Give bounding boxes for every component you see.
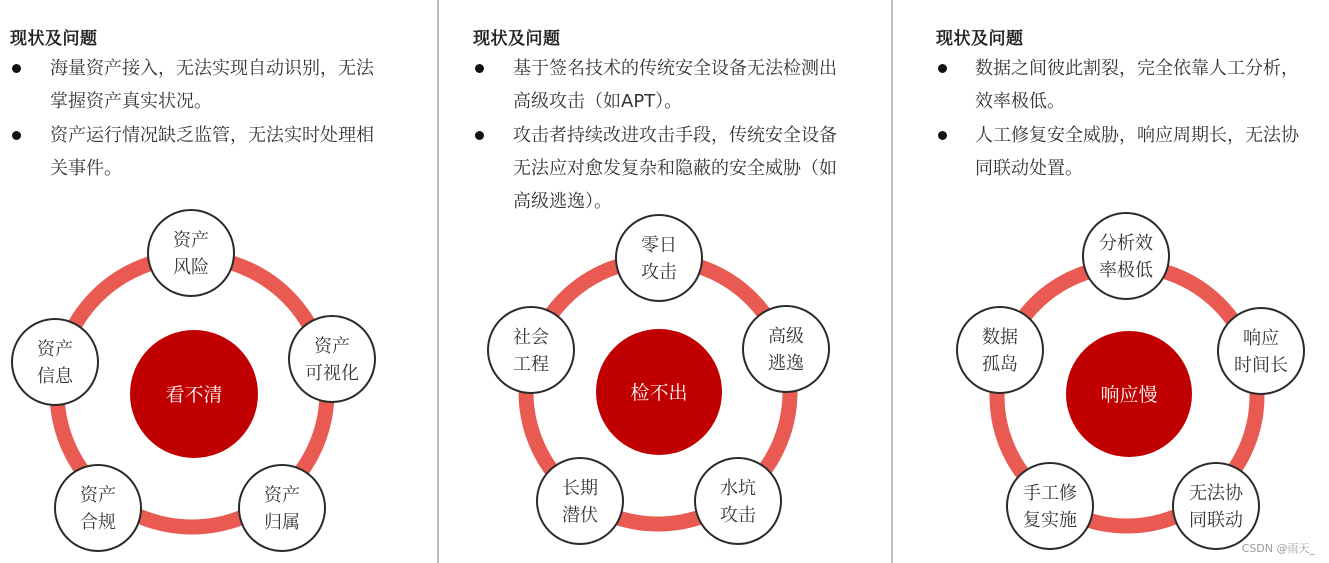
cycle-diagram: [893, 0, 1329, 563]
node-social-engineering: [488, 307, 574, 393]
node-asset-risk: [148, 210, 234, 296]
node-label: 攻击: [641, 262, 677, 283]
node-manual-repair: [1007, 463, 1093, 549]
node-watering-hole: [695, 458, 781, 544]
node-asset-compliance: [55, 465, 141, 551]
node-label: 攻击: [720, 505, 756, 526]
node-label: 资产: [173, 230, 209, 251]
node-long-term-lurking: [537, 458, 623, 544]
panel-visibility: [0, 0, 443, 563]
node-data-silo: [957, 307, 1043, 393]
node-label: 潜伏: [562, 505, 598, 526]
center-circle: [130, 330, 258, 458]
node-label: 信息: [37, 366, 73, 387]
node-asset-ownership: [239, 465, 325, 551]
center-label: 看不清: [165, 384, 223, 406]
node-label: 资产: [264, 485, 300, 506]
node-label: 响应: [1243, 328, 1279, 349]
center-circle: [596, 329, 722, 455]
node-label: 高级: [768, 326, 804, 347]
node-label: 风险: [173, 257, 209, 278]
node-label: 合规: [80, 512, 116, 533]
bullet-line: 高级攻击（如APT）。: [513, 91, 683, 112]
node-label: 长期: [562, 478, 598, 499]
node-label: 社会: [513, 327, 549, 348]
node-label: 资产: [37, 339, 73, 360]
node-label: 逃逸: [768, 353, 804, 374]
bullet-line: 数据之间彼此割裂，完全依靠人工分析，: [975, 58, 1299, 79]
node-label: 同联动: [1189, 510, 1243, 531]
node-label: 归属: [264, 512, 300, 533]
node-label: 手工修: [1023, 483, 1077, 504]
node-label: 分析效: [1099, 233, 1153, 254]
cycle-diagram: [443, 0, 886, 563]
node-label: 率极低: [1099, 260, 1153, 281]
bullet-line: 基于签名技术的传统安全设备无法检测出: [513, 58, 837, 79]
node-label: 数据: [982, 327, 1018, 348]
node-label: 可视化: [305, 363, 359, 384]
cycle-diagram: [0, 0, 443, 563]
bullet-line: 同联动处置。: [975, 158, 1083, 179]
node-label: 资产: [314, 336, 350, 357]
bullet-line: 人工修复安全威胁，响应周期长，无法协: [975, 125, 1299, 146]
watermark: CSDN @雨天_: [1241, 542, 1315, 555]
panel-title: 现状及问题: [936, 29, 1024, 49]
node-label: 水坑: [720, 478, 756, 499]
node-label: 孤岛: [982, 354, 1018, 375]
panel-detection: [443, 0, 886, 563]
bullet-line: 关事件。: [50, 158, 122, 179]
bullet-line: 攻击者持续改进攻击手段，传统安全设备: [513, 125, 837, 146]
panel-title: 现状及问题: [473, 29, 561, 49]
node-no-collaboration: [1173, 463, 1259, 549]
node-label: 资产: [80, 485, 116, 506]
bullet-line: 无法应对愈发复杂和隐蔽的安全威胁（如: [513, 158, 837, 179]
node-low-efficiency: [1083, 213, 1169, 299]
panel-divider: [437, 0, 439, 563]
node-advanced-evasion: [743, 306, 829, 392]
bullet-line: 海量资产接入，无法实现自动识别，无法: [50, 58, 374, 79]
node-asset-info: [12, 319, 98, 405]
node-long-response-time: [1218, 308, 1304, 394]
bullet-line: 效率极低。: [975, 91, 1065, 112]
node-zero-day: [616, 215, 702, 301]
center-circle: [1066, 331, 1192, 457]
bullet-line: 高级逃逸）。: [513, 191, 612, 212]
bullet-line: 资产运行情况缺乏监管，无法实时处理相: [50, 125, 374, 146]
bullet-line: 掌握资产真实状况。: [50, 91, 212, 112]
node-label: 无法协: [1189, 483, 1243, 504]
node-label: 工程: [513, 354, 549, 375]
center-label: 响应慢: [1100, 384, 1158, 406]
node-asset-visualization: [289, 316, 375, 402]
panel-response: [893, 0, 1329, 563]
panel-title: 现状及问题: [10, 29, 98, 49]
node-label: 时间长: [1234, 355, 1288, 376]
center-label: 检不出: [630, 382, 688, 404]
node-label: 复实施: [1023, 510, 1077, 531]
node-label: 零日: [641, 235, 677, 256]
